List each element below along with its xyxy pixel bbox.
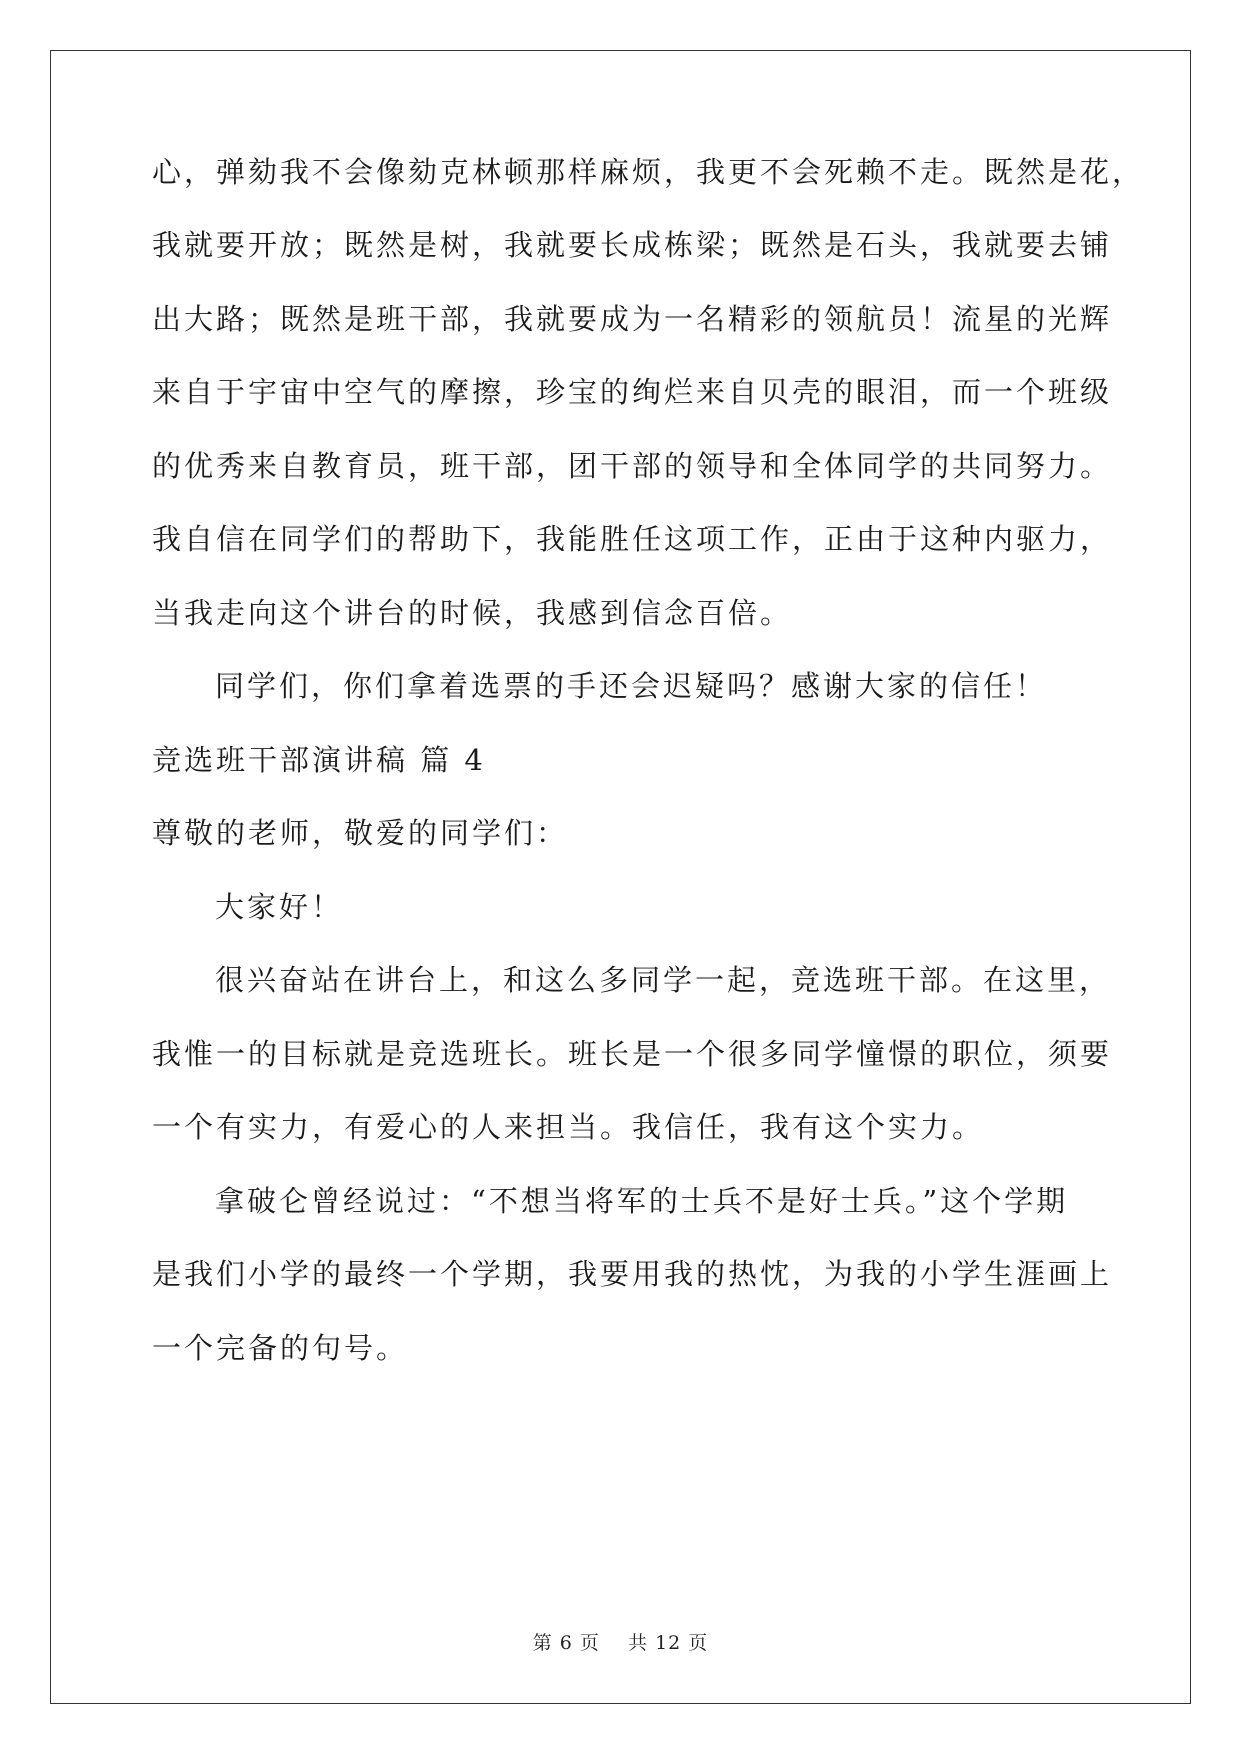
body-line: 拿破仑曾经说过：“不想当将军的士兵不是好士兵。”这个学期 xyxy=(215,1184,1069,1218)
body-line: 出大路；既然是班干部，我就要成为一名精彩的领航员！流星的光辉 xyxy=(152,302,1113,336)
body-line: 我自信在同学们的帮助下，我能胜任这项工作，正由于这种内驱力， xyxy=(152,522,1113,556)
body-line: 的优秀来自教育员，班干部，团干部的领导和全体同学的共同努力。 xyxy=(152,449,1113,483)
body-line: 我惟一的目标就是竞选班长。班长是一个很多同学憧憬的职位，须要 xyxy=(152,1037,1113,1071)
body-line: 很兴奋站在讲台上，和这么多同学一起，竞选班干部。在这里， xyxy=(215,963,1112,997)
body-line: 当我走向这个讲台的时候，我感到信念百倍。 xyxy=(152,596,793,630)
page-footer xyxy=(0,1632,1241,1654)
section-heading: 竞选班干部演讲稿 篇 4 xyxy=(152,743,486,777)
page-border xyxy=(50,50,1191,1704)
body-line: 心，弹劾我不会像劾克林顿那样麻烦，我更不会死赖不走。既然是花， xyxy=(152,155,1145,189)
salutation: 尊敬的老师，敬爱的同学们： xyxy=(152,816,569,850)
greeting: 大家好！ xyxy=(215,890,344,924)
page-number: 第 6 页 xyxy=(532,1632,600,1654)
body-line: 是我们小学的最终一个学期，我要用我的热忱，为我的小学生涯画上 xyxy=(152,1257,1113,1291)
page-total: 共 12 页 xyxy=(628,1632,709,1654)
body-line: 我就要开放；既然是树，我就要长成栋梁；既然是石头，我就要去铺 xyxy=(152,228,1113,262)
body-line: 一个完备的句号。 xyxy=(152,1331,409,1365)
body-line: 同学们，你们拿着选票的手还会迟疑吗？感谢大家的信任！ xyxy=(215,669,1048,703)
body-line: 来自于宇宙中空气的摩擦，珍宝的绚烂来自贝壳的眼泪，而一个班级 xyxy=(152,375,1113,409)
body-line: 一个有实力，有爱心的人来担当。我信任，我有这个实力。 xyxy=(152,1110,985,1144)
